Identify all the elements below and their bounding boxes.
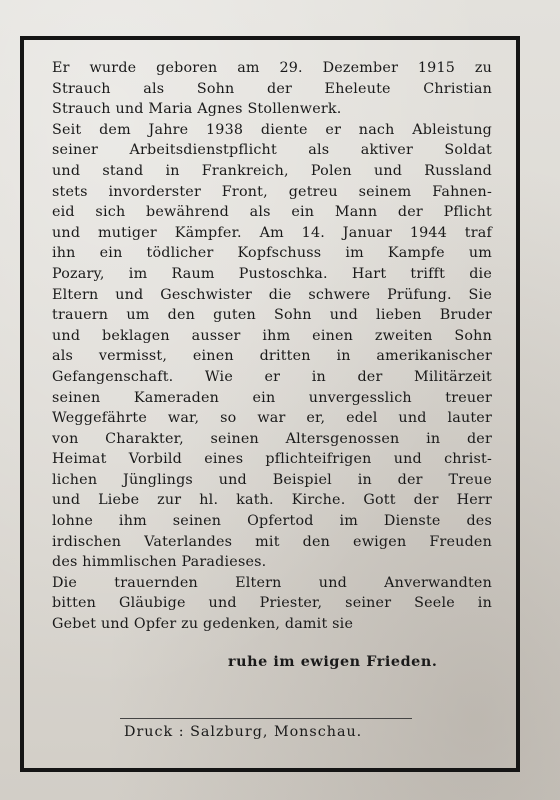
text-line: Heimat Vorbild eines pflichteifrigen und christ-	[52, 451, 492, 468]
text-line: stets invorderster Front, getreu seinem Fahnen-	[52, 183, 492, 200]
text-line: bitten Gläubige und Priester, seiner Seele in	[52, 595, 492, 612]
text-line: Gebet und Opfer zu gedenken, damit sie	[52, 616, 354, 633]
text-line: des himmlischen Paradieses.	[52, 554, 267, 571]
text-line: als vermisst, einen dritten in amerikanischer	[52, 348, 492, 365]
text-line: seinen Kameraden ein unvergesslich treuer	[52, 389, 492, 406]
text-line: von Charakter, seinen Altersgenossen in der	[52, 430, 492, 447]
text-line: lichen Jünglings und Beispiel in der Treue	[52, 471, 492, 488]
text-line: Strauch und Maria Agnes Stollenwerk.	[52, 101, 342, 118]
text-line: Strauch als Sohn der Eheleute Christian	[52, 80, 492, 97]
text-line: Pozary, im Raum Pustoschka. Hart trifft die	[52, 265, 492, 282]
card-body-text	[52, 58, 492, 635]
text-line: und Liebe zur hl. kath. Kirche. Gott der Herr	[52, 492, 492, 509]
text-line: Seit dem Jahre 1938 diente er nach Ableistung	[52, 121, 492, 138]
text-line: und stand in Frankreich, Polen und Russland	[52, 162, 492, 179]
text-line: Gefangenschaft. Wie er in der Militärzeit	[52, 368, 492, 385]
text-line: trauern um den guten Sohn und lieben Bruder	[52, 307, 492, 324]
closing-line: ruhe im ewigen Frieden.	[228, 654, 438, 670]
text-line: ihn ein tödlicher Kopfschuss im Kampfe um	[52, 245, 492, 262]
text-line: Eltern und Geschwister die schwere Prüfung. Sie	[52, 286, 492, 303]
text-line: Weggefährte war, so war er, edel und lauter	[52, 410, 492, 427]
text-line: lohne ihm seinen Opfertod im Dienste des	[52, 513, 492, 530]
divider-rule	[120, 718, 412, 719]
text-line: seiner Arbeitsdienstpflicht als aktiver Soldat	[52, 142, 492, 159]
text-line: Die trauernden Eltern und Anverwandten	[52, 574, 492, 591]
text-line: eid sich bewährend als ein Mann der Pflicht	[52, 204, 492, 221]
text-line: und mutiger Kämpfer. Am 14. Januar 1944 traf	[52, 224, 492, 241]
printer-imprint: Druck : Salzburg, Monschau.	[124, 724, 363, 740]
text-line: Er wurde geboren am 29. Dezember 1915 zu	[52, 60, 492, 76]
text-line: irdischen Vaterlandes mit den ewigen Freuden	[52, 533, 492, 550]
text-line: und beklagen ausser ihm einen zweiten Sohn	[52, 327, 492, 344]
